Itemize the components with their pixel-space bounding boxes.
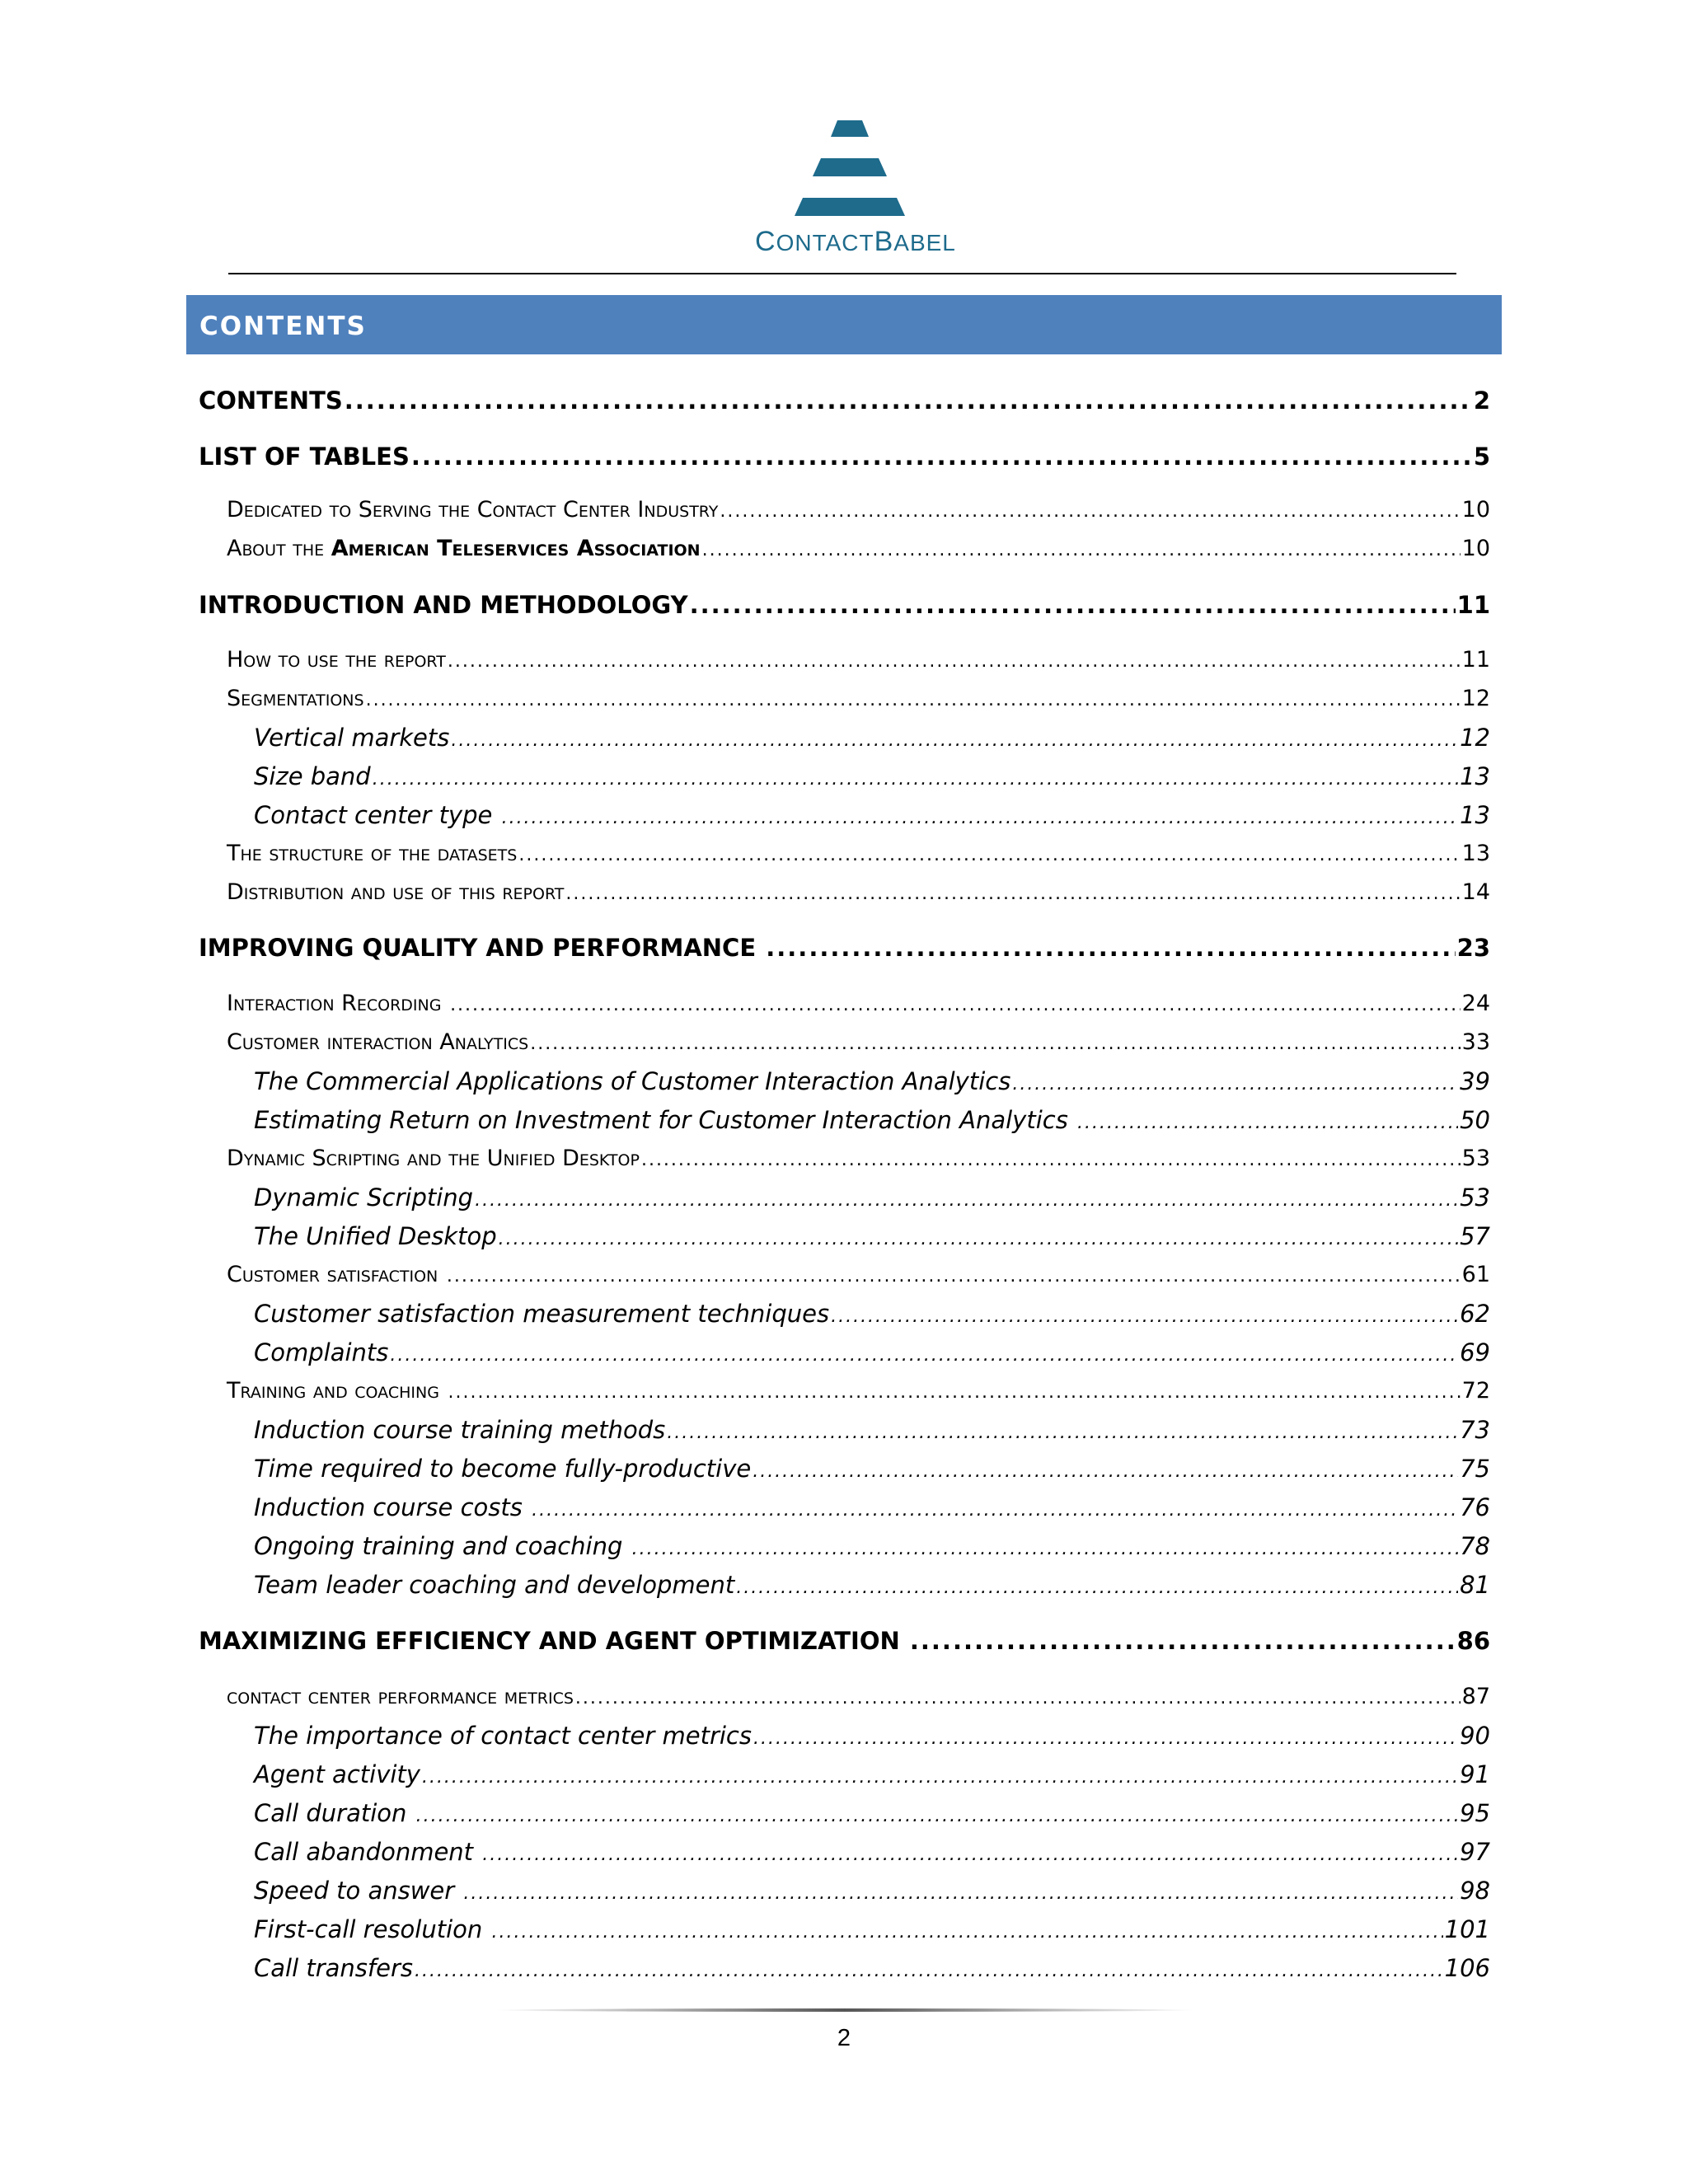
toc-entry-page-number: 78: [1460, 1532, 1490, 1560]
toc-entry-title: Complaints: [254, 1338, 389, 1366]
toc-entry-title: Speed to answer: [254, 1877, 462, 1905]
toc-entry-page-number: 12: [1460, 724, 1490, 752]
toc-entry-page-number: 72: [1461, 1378, 1490, 1404]
toc-entry-title: First-call resolution: [254, 1915, 490, 1943]
toc-entry-title-emphasis: American Teleservices Association: [331, 536, 701, 561]
toc-entry-title: Call transfers: [254, 1954, 413, 1982]
toc-entry-page-number: 73: [1460, 1416, 1490, 1444]
toc-dot-leader: [753, 1730, 1458, 1748]
toc-dot-leader: [565, 885, 1460, 903]
toc-dot-leader: [667, 1424, 1458, 1442]
toc-entry-title: The structure of the datasets: [227, 841, 518, 866]
toc-entry[interactable]: [199, 537, 1490, 560]
toc-dot-leader: [1077, 1114, 1458, 1132]
toc-entry-title: The Commercial Applications of Customer Interaction Analytics: [254, 1067, 1011, 1095]
header-divider: [228, 273, 1456, 274]
toc-entry-page-number: 12: [1461, 686, 1490, 711]
contactbabel-logo: [755, 115, 956, 257]
toc-entry-title: MAXIMIZING EFFICIENCY AND AGENT OPTIMIZATION: [199, 1627, 908, 1655]
toc-entry[interactable]: [199, 1418, 1490, 1442]
toc-entry-title: Induction course training methods: [254, 1416, 666, 1444]
toc-entry-page-number: 53: [1461, 1146, 1490, 1171]
toc-entry[interactable]: [199, 842, 1490, 865]
toc-entry-page-number: 5: [1473, 443, 1490, 471]
toc-dot-leader: [415, 1962, 1443, 1980]
toc-dot-leader: [766, 936, 1455, 960]
toc-entry-title: The Unified Desktop: [254, 1222, 497, 1250]
logo-wordmark-part1: ONTACT: [776, 230, 874, 255]
toc-entry[interactable]: [199, 801, 1490, 829]
toc-dot-leader: [753, 1463, 1458, 1481]
toc-entry[interactable]: [199, 649, 1490, 671]
toc-entry[interactable]: [199, 1724, 1490, 1748]
toc-dot-leader: [499, 1230, 1458, 1249]
toc-entry-page-number: 50: [1460, 1106, 1490, 1134]
toc-dot-leader: [448, 653, 1461, 671]
toc-dot-leader: [475, 1192, 1458, 1210]
toc-dot-leader: [416, 1807, 1458, 1825]
toc-entry-page-number: 61: [1461, 1262, 1490, 1287]
toc-entry-page-number: 75: [1460, 1455, 1490, 1483]
toc-dot-leader: [448, 1384, 1461, 1402]
toc-dot-leader: [373, 771, 1458, 789]
toc-dot-leader: [530, 1035, 1460, 1053]
toc-entry[interactable]: [199, 1573, 1490, 1597]
toc-entry-title: Interaction Recording: [227, 991, 449, 1016]
toc-entry-page-number: 14: [1461, 879, 1490, 905]
toc-dot-leader: [366, 691, 1461, 710]
toc-entry-page-number: 10: [1461, 497, 1490, 523]
toc-entry[interactable]: [199, 1263, 1490, 1286]
toc-entry[interactable]: [199, 1685, 1490, 1708]
toc-entry[interactable]: [199, 1338, 1490, 1366]
toc-entry-page-number: 24: [1461, 991, 1490, 1016]
toc-entry-title: Call duration: [254, 1799, 415, 1827]
toc-entry-title: Training and coaching: [227, 1378, 447, 1404]
toc-entry[interactable]: [199, 389, 1490, 413]
toc-dot-leader: [720, 503, 1460, 521]
toc-dot-leader: [502, 809, 1459, 827]
toc-dot-leader: [463, 1885, 1458, 1903]
toc-dot-leader: [575, 1690, 1461, 1708]
toc-entry-page-number: 69: [1460, 1338, 1490, 1366]
toc-dot-leader: [690, 593, 1456, 617]
toc-entry[interactable]: [199, 1879, 1490, 1903]
toc-entry[interactable]: [199, 687, 1490, 710]
toc-entry-title: Time required to become fully-productive: [254, 1455, 752, 1483]
toc-entry-title: Size band: [254, 762, 371, 790]
toc-entry-title: Dynamic Scripting and the Unified Desktop: [227, 1146, 640, 1171]
toc-entry[interactable]: [199, 726, 1490, 750]
toc-entry-page-number: 81: [1460, 1571, 1490, 1599]
toc-entry-title: Call abandonment: [254, 1838, 481, 1866]
logo-wordmark-part2: ABEL: [893, 230, 956, 255]
toc-entry[interactable]: [199, 499, 1490, 521]
toc-entry-title: CONTENTS: [199, 387, 343, 415]
toc-entry[interactable]: [199, 1799, 1490, 1827]
toc-entry-title: Dedicated to Serving the Contact Center Industry: [227, 497, 719, 523]
toc-entry-page-number: 2: [1473, 387, 1490, 415]
toc-dot-leader: [831, 1308, 1458, 1326]
toc-entry[interactable]: [199, 1147, 1490, 1169]
toc-entry[interactable]: [199, 1457, 1490, 1481]
toc-entry[interactable]: [199, 1532, 1490, 1560]
toc-dot-leader: [518, 846, 1460, 865]
toc-entry[interactable]: [199, 445, 1490, 469]
toc-entry-title: Dynamic Scripting: [254, 1183, 474, 1212]
toc-dot-leader: [447, 1268, 1461, 1286]
toc-entry-title: Estimating Return on Investment for Customer Interaction Analytics: [254, 1106, 1076, 1134]
toc-entry-title: Induction course costs: [254, 1493, 531, 1521]
toc-entry[interactable]: [199, 762, 1490, 790]
toc-entry-page-number: 95: [1460, 1799, 1490, 1827]
toc-entry-title: [227, 537, 701, 560]
toc-entry-title: The importance of contact center metrics: [254, 1722, 752, 1750]
toc-entry[interactable]: [199, 881, 1490, 903]
toc-entry[interactable]: [199, 1222, 1490, 1250]
toc-dot-leader: [491, 1924, 1442, 1942]
page-number: 2: [837, 2025, 851, 2051]
toc-dot-leader: [632, 1540, 1458, 1558]
toc-dot-leader: [450, 996, 1461, 1015]
toc-entry[interactable]: [199, 1954, 1490, 1982]
toc-entry-title: How to use the report: [227, 647, 446, 673]
toc-dot-leader: [345, 389, 1472, 413]
toc-entry-page-number: 97: [1460, 1838, 1490, 1866]
toc-entry-page-number: 98: [1460, 1877, 1490, 1905]
toc-entry-page-number: 90: [1460, 1722, 1490, 1750]
toc-entry-page-number: 11: [1456, 591, 1490, 619]
toc-entry-page-number: 11: [1461, 647, 1490, 673]
toc-entry[interactable]: [199, 936, 1490, 960]
toc-entry[interactable]: [199, 1915, 1490, 1943]
toc-entry[interactable]: [199, 992, 1490, 1015]
toc-entry-page-number: 13: [1461, 841, 1490, 866]
toc-entry-page-number: 86: [1456, 1627, 1490, 1655]
toc-entry-title: INTRODUCTION AND METHODOLOGY: [199, 591, 688, 619]
toc-entry-title: Segmentations: [227, 686, 364, 711]
toc-entry[interactable]: [199, 1493, 1490, 1521]
toc-entry-page-number: 101: [1444, 1915, 1490, 1943]
logo-wordmark-second-initial: B: [874, 226, 894, 257]
toc-dot-leader: [390, 1347, 1458, 1365]
toc-entry[interactable]: [199, 1031, 1490, 1053]
toc-entry-title: Distribution and use of this report: [227, 879, 565, 905]
toc-entry[interactable]: [199, 1380, 1490, 1402]
toc-entry-page-number: 13: [1460, 762, 1490, 790]
toc-dot-leader: [1012, 1076, 1458, 1094]
toc-entry[interactable]: [199, 1067, 1490, 1095]
toc-entry-title-prefix: About the: [227, 536, 331, 561]
toc-entry-title: Customer interaction Analytics: [227, 1029, 529, 1055]
toc-entry-page-number: 62: [1460, 1300, 1490, 1328]
toc-entry-title: Agent activity: [254, 1760, 420, 1788]
toc-entry-page-number: 13: [1460, 801, 1490, 829]
pyramid-logo-icon: [755, 115, 945, 223]
toc-entry-page-number: 39: [1460, 1067, 1490, 1095]
toc-dot-leader: [910, 1629, 1456, 1653]
toc-dot-leader: [411, 445, 1472, 469]
toc-dot-leader: [702, 541, 1461, 560]
toc-entry-title: Customer satisfaction: [227, 1262, 445, 1287]
toc-entry-title: Ongoing training and coaching: [254, 1532, 631, 1560]
toc-entry[interactable]: [199, 1840, 1490, 1864]
toc-entry[interactable]: [199, 1760, 1490, 1788]
contents-section-header: [186, 295, 1502, 354]
toc-entry-title: contact center performance metrics: [227, 1684, 574, 1709]
toc-dot-leader: [532, 1502, 1458, 1520]
toc-entry-title: Contact center type: [254, 801, 500, 829]
logo-wordmark: [755, 226, 956, 258]
toc-entry-title: LIST OF TABLES: [199, 443, 410, 471]
toc-entry-page-number: 10: [1461, 536, 1490, 561]
toc-dot-leader: [736, 1579, 1458, 1597]
toc-entry-title: Customer satisfaction measurement techniques: [254, 1300, 830, 1328]
toc-entry-title: Vertical markets: [254, 724, 450, 752]
toc-entry-page-number: 91: [1460, 1760, 1490, 1788]
footer-divider: [495, 2008, 1195, 2012]
toc-entry-page-number: 106: [1444, 1954, 1490, 1982]
logo-wordmark-first-initial: C: [755, 226, 776, 257]
toc-entry[interactable]: [199, 1183, 1490, 1212]
toc-entry[interactable]: [199, 593, 1490, 617]
toc-dot-leader: [482, 1846, 1458, 1864]
toc-entry-page-number: 87: [1461, 1684, 1490, 1709]
toc-entry-title: IMPROVING QUALITY AND PERFORMANCE: [199, 934, 765, 962]
contents-section-title: CONTENTS: [199, 312, 367, 341]
toc-entry[interactable]: [199, 1108, 1490, 1132]
toc-entry-page-number: 33: [1461, 1029, 1490, 1055]
toc-entry-page-number: 57: [1460, 1222, 1490, 1250]
toc-entry-page-number: 76: [1460, 1493, 1490, 1521]
toc-dot-leader: [422, 1769, 1458, 1787]
toc-dot-leader: [451, 732, 1458, 750]
toc-dot-leader: [641, 1151, 1461, 1169]
toc-entry-page-number: 23: [1456, 934, 1490, 962]
toc-entry-title: Team leader coaching and development: [254, 1571, 735, 1599]
toc-entry[interactable]: [199, 1629, 1490, 1653]
toc-entry-page-number: 53: [1460, 1183, 1490, 1212]
toc-entry[interactable]: [199, 1302, 1490, 1326]
